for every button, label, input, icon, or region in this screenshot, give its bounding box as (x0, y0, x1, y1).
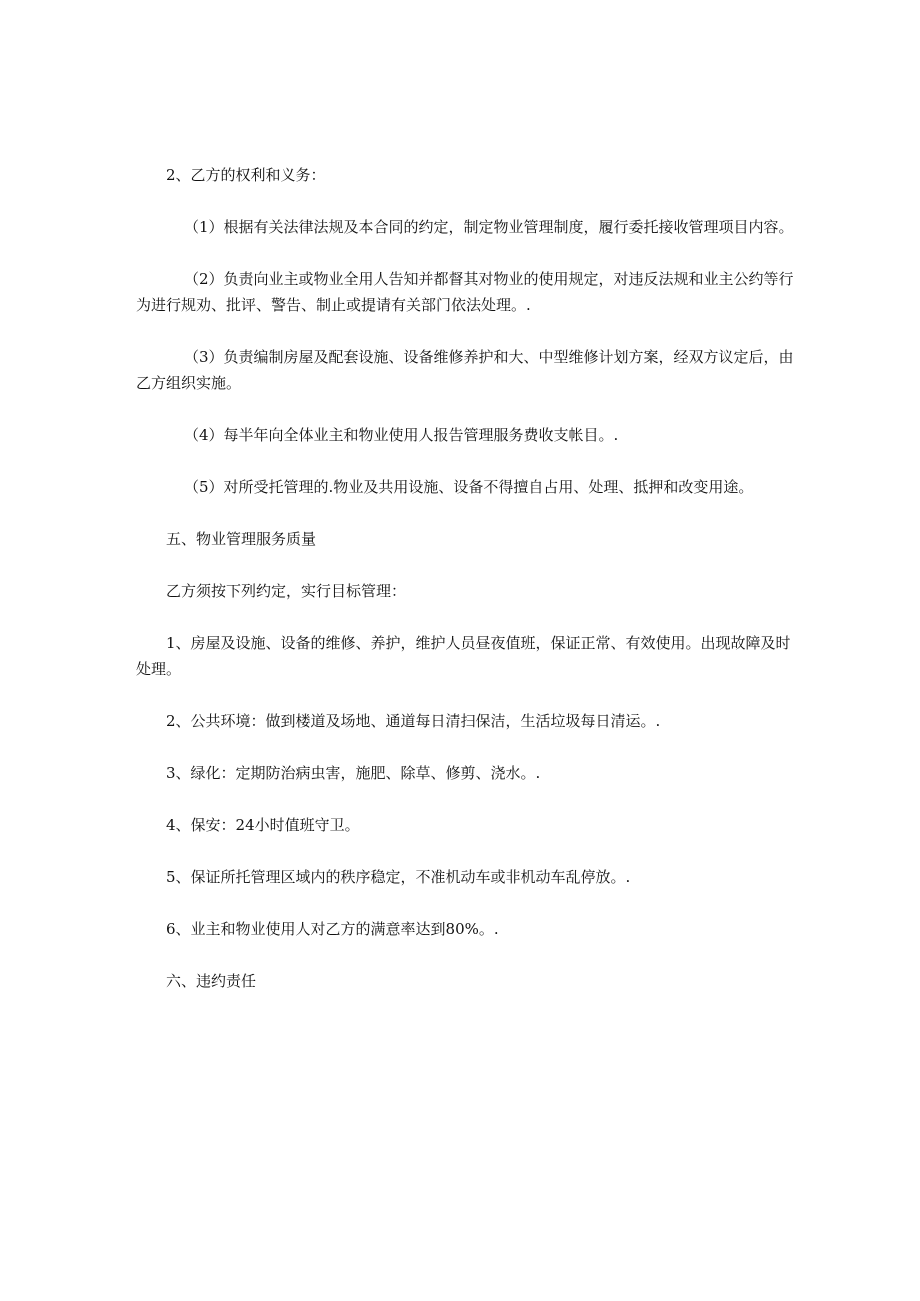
document-body (136, 162, 796, 1020)
paragraph-quality-2: 2、公共环境：做到楼道及场地、通道每日清扫保洁，生活垃圾每日清运。. (166, 712, 661, 730)
paragraph-quality-6: 6、业主和物业使用人对乙方的满意率达到80%。. (166, 920, 499, 938)
paragraph-quality-4: 4、保安：24小时值班守卫。 (166, 816, 360, 834)
paragraph-item-4: （4）每半年向全体业主和物业使用人报告管理服务费收支帐目。. (184, 426, 619, 444)
paragraph-rights-heading: 2、乙方的权利和义务： (166, 166, 326, 184)
paragraph-quality-3: 3、绿化：定期防治病虫害，施肥、除草、修剪、浇水。. (166, 764, 541, 782)
paragraph-item-2: （2）负责向业主或物业全用人告知并都督其对物业的使用规定，对违反法规和业主公约等行为进行规劝、批评、警告、制止或提请有关部门依法处理。. (136, 270, 794, 314)
paragraph-item-5: （5）对所受托管理的.物业及共用设施、设备不得擅自占用、处理、抵押和改变用途。 (184, 478, 754, 496)
paragraph-quality-1: 1、房屋及设施、设备的维修、养护，维护人员昼夜值班，保证正常、有效使用。出现故障及时处理。 (136, 634, 791, 678)
paragraph-target-management: 乙方须按下列约定，实行目标管理： (166, 582, 407, 600)
section-heading-quality: 五、物业管理服务质量 (166, 530, 317, 548)
paragraph-item-1: （1）根据有关法律法规及本合同的约定，制定物业管理制度，履行委托接收管理项目内容。 (184, 218, 794, 236)
paragraph-item-3: （3）负责编制房屋及配套设施、设备维修养护和大、中型维修计划方案，经双方议定后，由乙方组织实施。 (136, 348, 794, 392)
paragraph-quality-5: 5、保证所托管理区域内的秩序稳定，不准机动车或非机动车乱停放。. (166, 868, 631, 886)
section-heading-liability: 六、违约责任 (166, 972, 257, 990)
